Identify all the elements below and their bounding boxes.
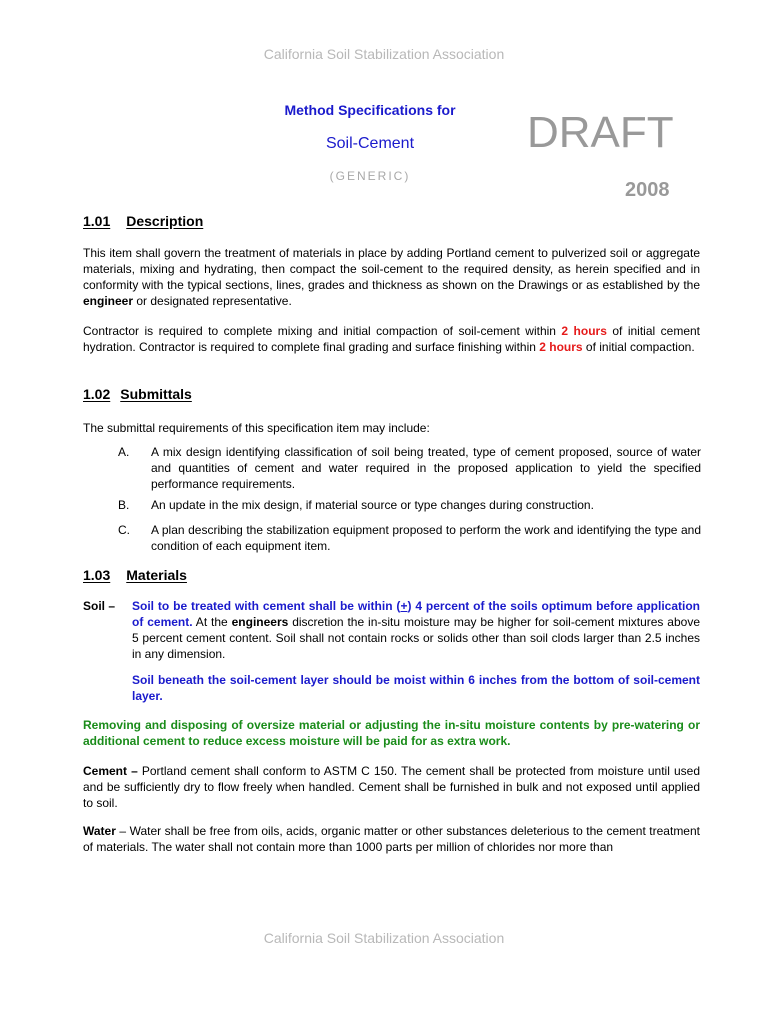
soil-paragraph: [132, 598, 700, 662]
text-run: or designated representative.: [133, 294, 292, 308]
water-paragraph: [83, 823, 700, 855]
cement-paragraph: [83, 763, 700, 811]
bold-text: engineer: [83, 294, 134, 308]
extra-work-note: Removing and disposing of oversize material or adjusting the in-situ moisture contents by pre-watering or additional cement to reduce excess moisture will be paid for as extra work.: [83, 718, 700, 748]
section-heading-1-03: [83, 567, 187, 583]
page-header: California Soil Stabilization Association: [263, 46, 505, 62]
highlight-red: 2 hours: [561, 324, 607, 338]
section-heading-1-02: [83, 386, 192, 402]
list-item-letter: A.: [118, 445, 130, 459]
draft-mark: DRAFT: [527, 108, 674, 157]
water-label: Water: [83, 824, 116, 838]
list-item-text: A plan describing the stabilization equipment proposed to perform the work and identifying the type and condition of each equipment item.: [151, 523, 701, 553]
section-title: Submittals: [120, 386, 192, 402]
text-run: This item shall govern the treatment of materials in place by adding Portland cement to pulverized soil or aggregate materials, mixing and hydrating, then compact the soil-cement to the required density, as herein specified and in conformity with the typical sections, lines, grades and thickness as shown on the Drawings or as established by the: [83, 246, 700, 292]
highlight-red: 2 hours: [539, 340, 583, 354]
text-run: – Water shall be free from oils, acids, organic matter or other substances deleterious to the cement treatment of materials. The water shall not contain more than 1000 parts per million of chlorides nor more than: [83, 824, 700, 854]
bold-text: engineers: [231, 615, 289, 629]
title-line-3: (GENERIC): [329, 169, 411, 183]
plus-minus-sign: +: [400, 599, 408, 613]
section-title: Description: [126, 213, 204, 229]
section-title: Materials: [126, 567, 187, 583]
text-run: of initial cement hydration. Contractor is required to complete final grading and surface finishing within: [83, 324, 700, 354]
blue-text: ) 4 percent of the soils optimum before application of cement.: [132, 599, 700, 629]
text-run: of initial compaction.: [582, 340, 695, 354]
text-run: discretion the in-situ moisture may be higher for soil-cement mixtures above 5 percent cement content. Soil shall not contain rocks or solids other than soil clods larger than 2.5 inches in any dimension.: [132, 615, 700, 661]
soil-beneath-note: Soil beneath the soil-cement layer should be moist within 6 inches from the bottom of soil-cement layer.: [132, 673, 700, 703]
draft-year: 2008: [625, 179, 670, 201]
text-run: At the: [192, 615, 232, 629]
description-paragraph-2: [83, 323, 700, 355]
submittals-intro: The submittal requirements of this specification item may include:: [83, 421, 430, 435]
title-line-2: Soil-Cement: [325, 135, 415, 152]
list-item-letter: B.: [118, 498, 130, 512]
blue-text: Soil to be treated with cement shall be within (: [132, 599, 401, 613]
soil-label: Soil –: [83, 599, 116, 613]
section-number: 1.02: [83, 386, 111, 402]
text-run: Portland cement shall conform to ASTM C 150. The cement shall be protected from moisture until used and be sufficiently dry to flow freely when handled. Cement shall be furnished in bulk and not exposed until applied to soil.: [83, 764, 700, 810]
list-item-text: A mix design identifying classification of soil being treated, type of cement proposed, source of water and quantities of cement and water required in the proposed application to yield the specified performance requirements.: [151, 445, 701, 491]
cement-label: Cement –: [83, 764, 138, 778]
section-number: 1.01: [83, 213, 111, 229]
section-heading-1-01: [83, 213, 203, 229]
title-line-1: Method Specifications for: [284, 102, 456, 118]
description-paragraph-1: [83, 245, 700, 309]
section-number: 1.03: [83, 567, 111, 583]
list-item-text: An update in the mix design, if material source or type changes during construction.: [151, 498, 594, 512]
list-item-letter: C.: [118, 523, 130, 537]
page-footer: California Soil Stabilization Association: [263, 930, 505, 946]
text-run: Contractor is required to complete mixing and initial compaction of soil-cement within: [83, 324, 562, 338]
